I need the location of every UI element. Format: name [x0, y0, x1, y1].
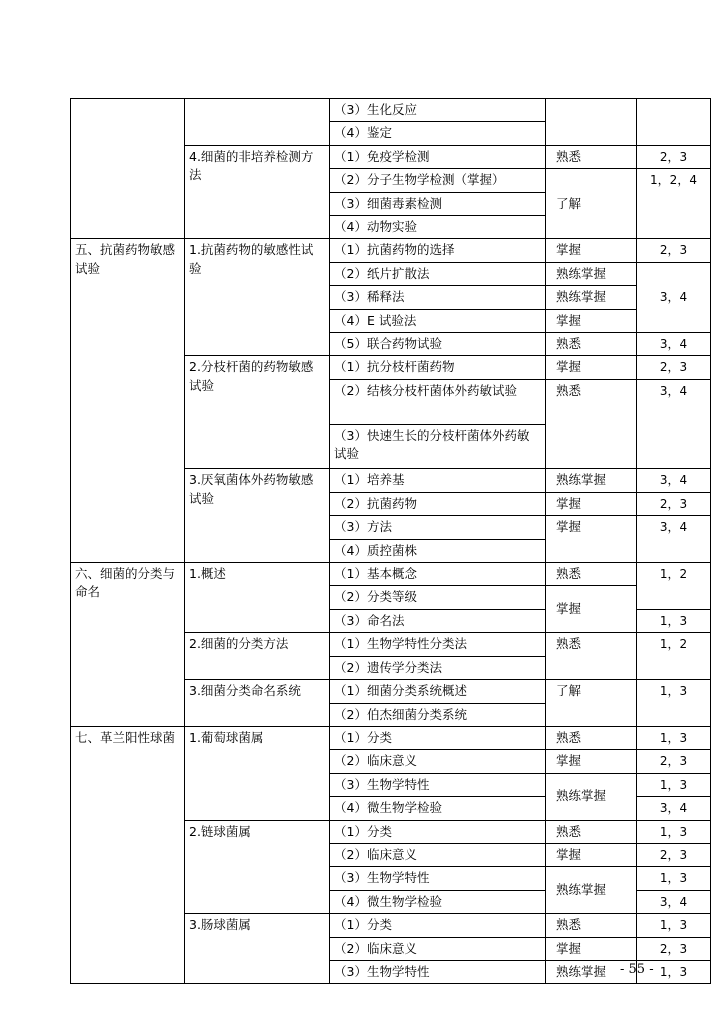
- topic-cell: 2.链球菌属: [185, 820, 330, 914]
- item-cell: （4）动物实验: [330, 216, 546, 239]
- year-cell: 1，3: [637, 773, 711, 796]
- year-cell: 1，3: [637, 609, 711, 632]
- topic-cell: 3.肠球菌属: [185, 914, 330, 984]
- table-row: [71, 99, 711, 122]
- level-cell: 熟悉: [546, 914, 637, 937]
- level-cell: 掌握: [546, 309, 637, 332]
- item-cell: （1）分类: [330, 726, 546, 749]
- topic-cell: 3.厌氧菌体外药物敏感试验: [185, 469, 330, 563]
- year-cell: 3，4: [637, 797, 711, 820]
- unit-cell: [71, 99, 185, 239]
- level-cell: 掌握: [546, 843, 637, 866]
- item-cell: （1）免疫学检测: [330, 145, 546, 168]
- item-cell: （3）细菌毒素检测: [330, 192, 546, 215]
- level-cell: 熟练掌握: [546, 262, 637, 285]
- table-row: [71, 563, 711, 586]
- level-cell: 熟悉: [546, 726, 637, 749]
- year-cell: 2，3: [637, 145, 711, 168]
- level-cell: 掌握: [546, 356, 637, 379]
- year-cell: 2，3: [637, 356, 711, 379]
- level-cell: 掌握: [546, 586, 637, 633]
- unit-cell: 六、细菌的分类与命名: [71, 563, 185, 727]
- year-cell: 2，3: [637, 937, 711, 960]
- item-cell: （5）联合药物试验: [330, 333, 546, 356]
- level-cell: 熟练掌握: [546, 286, 637, 309]
- item-cell: （2）分类等级: [330, 586, 546, 609]
- item-cell: （2）分子生物学检测（掌握）: [330, 169, 546, 192]
- year-cell: 3，4: [637, 262, 711, 332]
- item-cell: （3）稀释法: [330, 286, 546, 309]
- item-cell: （1）生物学特性分类法: [330, 633, 546, 656]
- item-cell: （3）快速生长的分枝杆菌体外药敏试验: [330, 424, 546, 469]
- topic-cell: 4.细菌的非培养检测方法: [185, 145, 330, 239]
- year-cell: 3，4: [637, 333, 711, 356]
- topic-cell: 2.细菌的分类方法: [185, 633, 330, 680]
- level-cell: 了解: [546, 169, 637, 239]
- topic-cell: 1.抗菌药物的敏感性试验: [185, 239, 330, 356]
- level-cell: 了解: [546, 680, 637, 727]
- item-cell: （1）抗分枝杆菌药物: [330, 356, 546, 379]
- year-cell: 2，3: [637, 750, 711, 773]
- item-cell: （2）遗传学分类法: [330, 656, 546, 679]
- year-cell: 1，2: [637, 563, 711, 610]
- topic-cell: [185, 99, 330, 146]
- level-cell: 熟悉: [546, 145, 637, 168]
- level-cell: 熟悉: [546, 820, 637, 843]
- item-cell: （1）培养基: [330, 469, 546, 492]
- year-cell: 1，3: [637, 820, 711, 843]
- year-cell: 1，3: [637, 726, 711, 749]
- item-cell: （3）生物学特性: [330, 960, 546, 983]
- level-cell: 熟练掌握: [546, 773, 637, 820]
- year-cell: 1，3: [637, 867, 711, 890]
- level-cell: 掌握: [546, 492, 637, 515]
- syllabus-table-body: [71, 99, 711, 984]
- unit-cell: 五、抗菌药物敏感试验: [71, 239, 185, 563]
- item-cell: （2）结核分枝杆菌体外药敏试验: [330, 379, 546, 424]
- page-number: - 55 -: [620, 962, 654, 977]
- item-cell: （1）细菌分类系统概述: [330, 680, 546, 703]
- item-cell: （1）基本概念: [330, 563, 546, 586]
- table-row: [71, 726, 711, 749]
- year-cell: 3，4: [637, 469, 711, 492]
- item-cell: （4）微生物学检验: [330, 797, 546, 820]
- item-cell: （3）生物学特性: [330, 867, 546, 890]
- level-cell: 熟练掌握: [546, 867, 637, 914]
- topic-cell: 1.葡萄球菌属: [185, 726, 330, 820]
- year-cell: 1，3: [637, 680, 711, 727]
- year-cell: 3，4: [637, 890, 711, 913]
- level-cell: 熟练掌握: [546, 469, 637, 492]
- item-cell: （4）E 试验法: [330, 309, 546, 332]
- level-cell: 熟悉: [546, 563, 637, 586]
- item-cell: （3）方法: [330, 516, 546, 539]
- topic-cell: 3.细菌分类命名系统: [185, 680, 330, 727]
- year-cell: [637, 99, 711, 146]
- item-cell: （2）临床意义: [330, 937, 546, 960]
- item-cell: （2）伯杰细菌分类系统: [330, 703, 546, 726]
- item-cell: （2）临床意义: [330, 843, 546, 866]
- item-cell: （4）质控菌株: [330, 539, 546, 562]
- item-cell: （1）分类: [330, 820, 546, 843]
- table-row: [71, 239, 711, 262]
- item-cell: （4）微生物学检验: [330, 890, 546, 913]
- year-cell: 1，2: [637, 633, 711, 680]
- year-cell: 3，4: [637, 516, 711, 563]
- level-cell: 掌握: [546, 750, 637, 773]
- topic-cell: 2.分枝杆菌的药物敏感试验: [185, 356, 330, 469]
- year-cell: 2，3: [637, 492, 711, 515]
- level-cell: 掌握: [546, 937, 637, 960]
- item-cell: （1）分类: [330, 914, 546, 937]
- syllabus-table: [70, 98, 711, 984]
- year-cell: 3，4: [637, 379, 711, 469]
- level-cell: 掌握: [546, 516, 637, 563]
- item-cell: （3）命名法: [330, 609, 546, 632]
- item-cell: （2）临床意义: [330, 750, 546, 773]
- item-cell: （4）鉴定: [330, 122, 546, 145]
- year-cell: 1，3: [637, 914, 711, 937]
- item-cell: （3）生化反应: [330, 99, 546, 122]
- item-cell: （1）抗菌药物的选择: [330, 239, 546, 262]
- level-cell: 熟练掌握: [546, 960, 637, 983]
- item-cell: （3）生物学特性: [330, 773, 546, 796]
- level-cell: 熟悉: [546, 379, 637, 469]
- level-cell: 熟悉: [546, 633, 637, 680]
- year-cell: 2，3: [637, 239, 711, 262]
- year-cell: 2，3: [637, 843, 711, 866]
- year-cell: 1，3: [637, 960, 711, 983]
- item-cell: （2）抗菌药物: [330, 492, 546, 515]
- level-cell: 掌握: [546, 239, 637, 262]
- year-cell: 1，2，4: [637, 169, 711, 239]
- topic-cell: 1.概述: [185, 563, 330, 633]
- level-cell: [546, 99, 637, 146]
- item-cell: （2）纸片扩散法: [330, 262, 546, 285]
- level-cell: 熟悉: [546, 333, 637, 356]
- unit-cell: 七、革兰阳性球菌: [71, 726, 185, 983]
